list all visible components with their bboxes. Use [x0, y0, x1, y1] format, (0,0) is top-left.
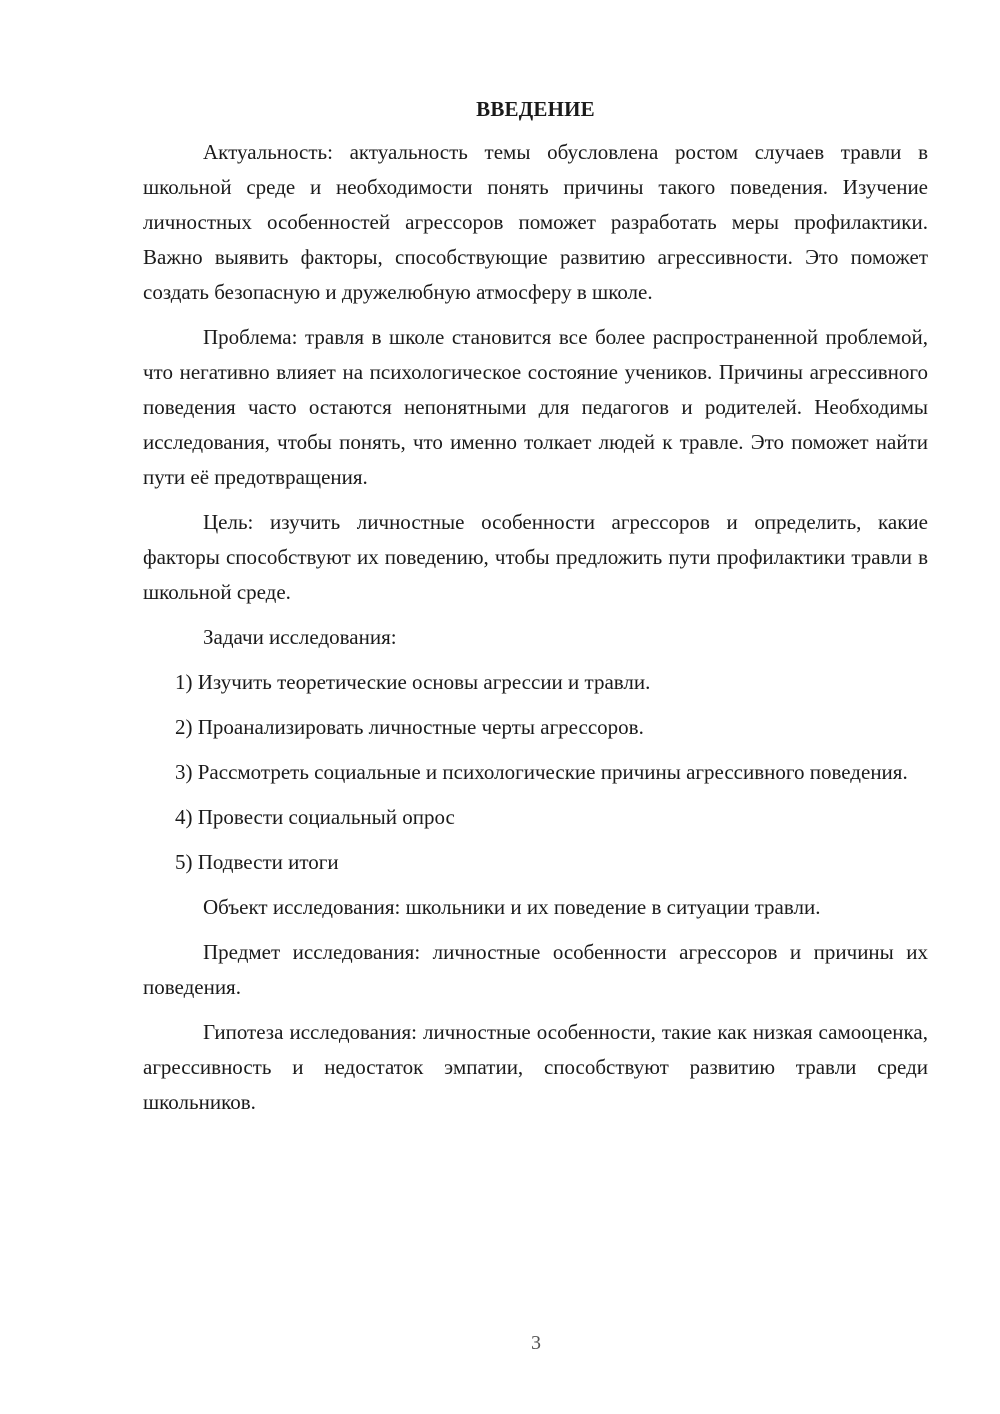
paragraph-relevance: Актуальность: актуальность темы обусловлена ростом случаев травли в школьной среде и необходимости понять причины такого поведения. Изучение личностных особенностей агрессоров поможет разработать меры профилактики. Важно выявить факторы, способствующие развитию агрессивности. Это поможет создать безопасную и дружелюбную атмосферу в школе. — [143, 140, 928, 304]
task-item: 2) Проанализировать личностные черты агрессоров. — [175, 715, 644, 739]
document-page — [143, 92, 928, 1130]
task-item: 5) Подвести итоги — [175, 850, 339, 874]
paragraph-object: Объект исследования: школьники и их поведение в ситуации травли. — [203, 895, 821, 919]
tasks-heading: Задачи исследования: — [203, 625, 397, 649]
tasks-list — [143, 665, 928, 880]
paragraph-subject: Предмет исследования: личностные особенности агрессоров и причины их поведения. — [143, 940, 928, 999]
paragraph-goal: Цель: изучить личностные особенности агрессоров и определить, какие факторы способствуют их поведению, чтобы предложить пути профилактики травли в школьной среде. — [143, 510, 928, 604]
task-item: 3) Рассмотреть социальные и психологические причины агрессивного поведения. — [175, 760, 908, 784]
task-item: 1) Изучить теоретические основы агрессии и травли. — [175, 670, 651, 694]
page-number: 3 — [531, 1332, 541, 1354]
task-item: 4) Провести социальный опрос — [175, 805, 455, 829]
paragraph-hypothesis: Гипотеза исследования: личностные особенности, такие как низкая самооценка, агрессивность и недостаток эмпатии, способствуют развитию травли среди школьников. — [143, 1020, 928, 1114]
paragraph-problem: Проблема: травля в школе становится все более распространенной проблемой, что негативно влияет на психологическое состояние учеников. Причины агрессивного поведения часто остаются непонятными для педагогов и родителей. Необходимы исследования, чтобы понять, что именно толкает людей к травле. Это поможет найти пути её предотвращения. — [143, 325, 928, 489]
page-title: ВВЕДЕНИЕ — [476, 97, 595, 121]
